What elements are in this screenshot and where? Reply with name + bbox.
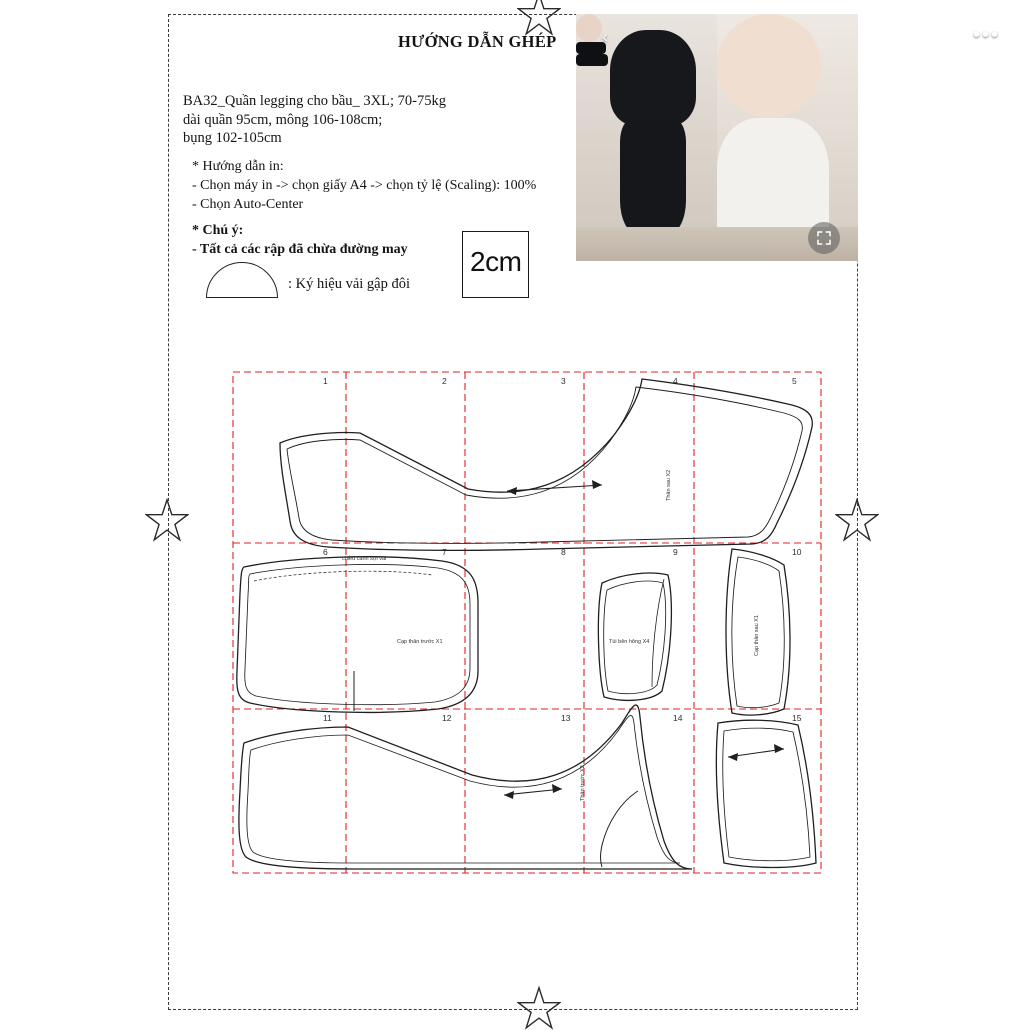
grid-number: 14	[673, 713, 683, 723]
photo-left-half	[576, 14, 717, 261]
piece-label-front-waistband: Cạp thân trước X1	[397, 639, 443, 645]
spec-line-3: bụng 102-105cm	[183, 130, 282, 147]
page-title: HƯỚNG DẪN GHÉP	[398, 32, 557, 51]
piece-front-waistband	[237, 557, 478, 713]
piece-back-leg	[280, 379, 812, 550]
piece-label-grainline-note: chiều canh sợi vải	[342, 556, 387, 562]
registration-star-icon	[517, 0, 561, 36]
grid-number: 6	[323, 547, 328, 557]
print-instructions	[192, 158, 536, 215]
piece-label-back-leg: Thân sau X2	[666, 469, 672, 501]
expand-icon[interactable]	[808, 222, 840, 254]
grid-number: 13	[561, 713, 571, 723]
notes-block	[192, 222, 408, 260]
pattern-layout	[232, 371, 822, 874]
print-instructions-line-2: - Chọn Auto-Center	[192, 196, 304, 212]
print-instructions-heading: * Hướng dẫn in:	[192, 159, 284, 174]
fold-symbol-caption: : Ký hiệu vải gập đôi	[288, 276, 411, 292]
spec-block	[183, 92, 446, 148]
piece-label-back-waistband: Cạp thân sau X1	[754, 615, 760, 656]
grid-number: 5	[792, 376, 797, 386]
grid-number: 7	[442, 547, 447, 557]
notes-line-1: - Tất cả các rập đã chừa đường may	[192, 241, 408, 257]
spec-line-1: BA32_Quần legging cho bầu_ 3XL; 70-75kg	[183, 93, 446, 109]
registration-star-icon	[145, 498, 189, 542]
grid-number: 1	[323, 376, 328, 386]
tiling-grid	[233, 372, 821, 873]
grid-number: 4	[673, 376, 678, 386]
photo-figure-legs	[620, 118, 686, 236]
pattern-svg	[232, 371, 822, 874]
grid-number: 10	[792, 547, 802, 557]
grid-number: 2	[442, 376, 447, 386]
grid-number: 9	[673, 547, 678, 557]
spec-line-2: dài quần 95cm, mông 106-108cm;	[183, 111, 383, 128]
photo-figure-shoe	[576, 54, 608, 66]
calibration-square-label: 2cm	[470, 246, 522, 277]
registration-star-icon	[835, 498, 879, 542]
piece-label-front-leg: Thân trước X2	[580, 765, 586, 801]
grid-number: 3	[561, 376, 566, 386]
photo-figure-belly	[717, 14, 821, 118]
fold-symbol-icon	[206, 262, 278, 298]
piece-side-pocket	[598, 573, 671, 700]
grid-number: 11	[323, 713, 332, 723]
piece-label-side-pocket: Túi bên hông X4	[609, 639, 650, 645]
chevron-left-icon[interactable]: ‹	[602, 27, 608, 46]
notes-heading: * Chú ý:	[192, 223, 244, 238]
print-instructions-line-1: - Chọn máy in -> chọn giấy A4 -> chọn tỷ lệ (Scaling): 100%	[192, 177, 537, 193]
grid-number: 12	[442, 713, 452, 723]
photo-right-half	[717, 14, 858, 261]
fold-baseline	[206, 297, 278, 298]
grid-number: 15	[792, 713, 802, 723]
piece-back-leg-lower	[716, 720, 816, 867]
calibration-square	[462, 231, 529, 298]
photo-figure-torso	[610, 30, 696, 126]
grid-number: 8	[561, 547, 566, 557]
more-options-icon[interactable]: •••	[972, 24, 1000, 46]
registration-star-icon	[517, 986, 561, 1030]
